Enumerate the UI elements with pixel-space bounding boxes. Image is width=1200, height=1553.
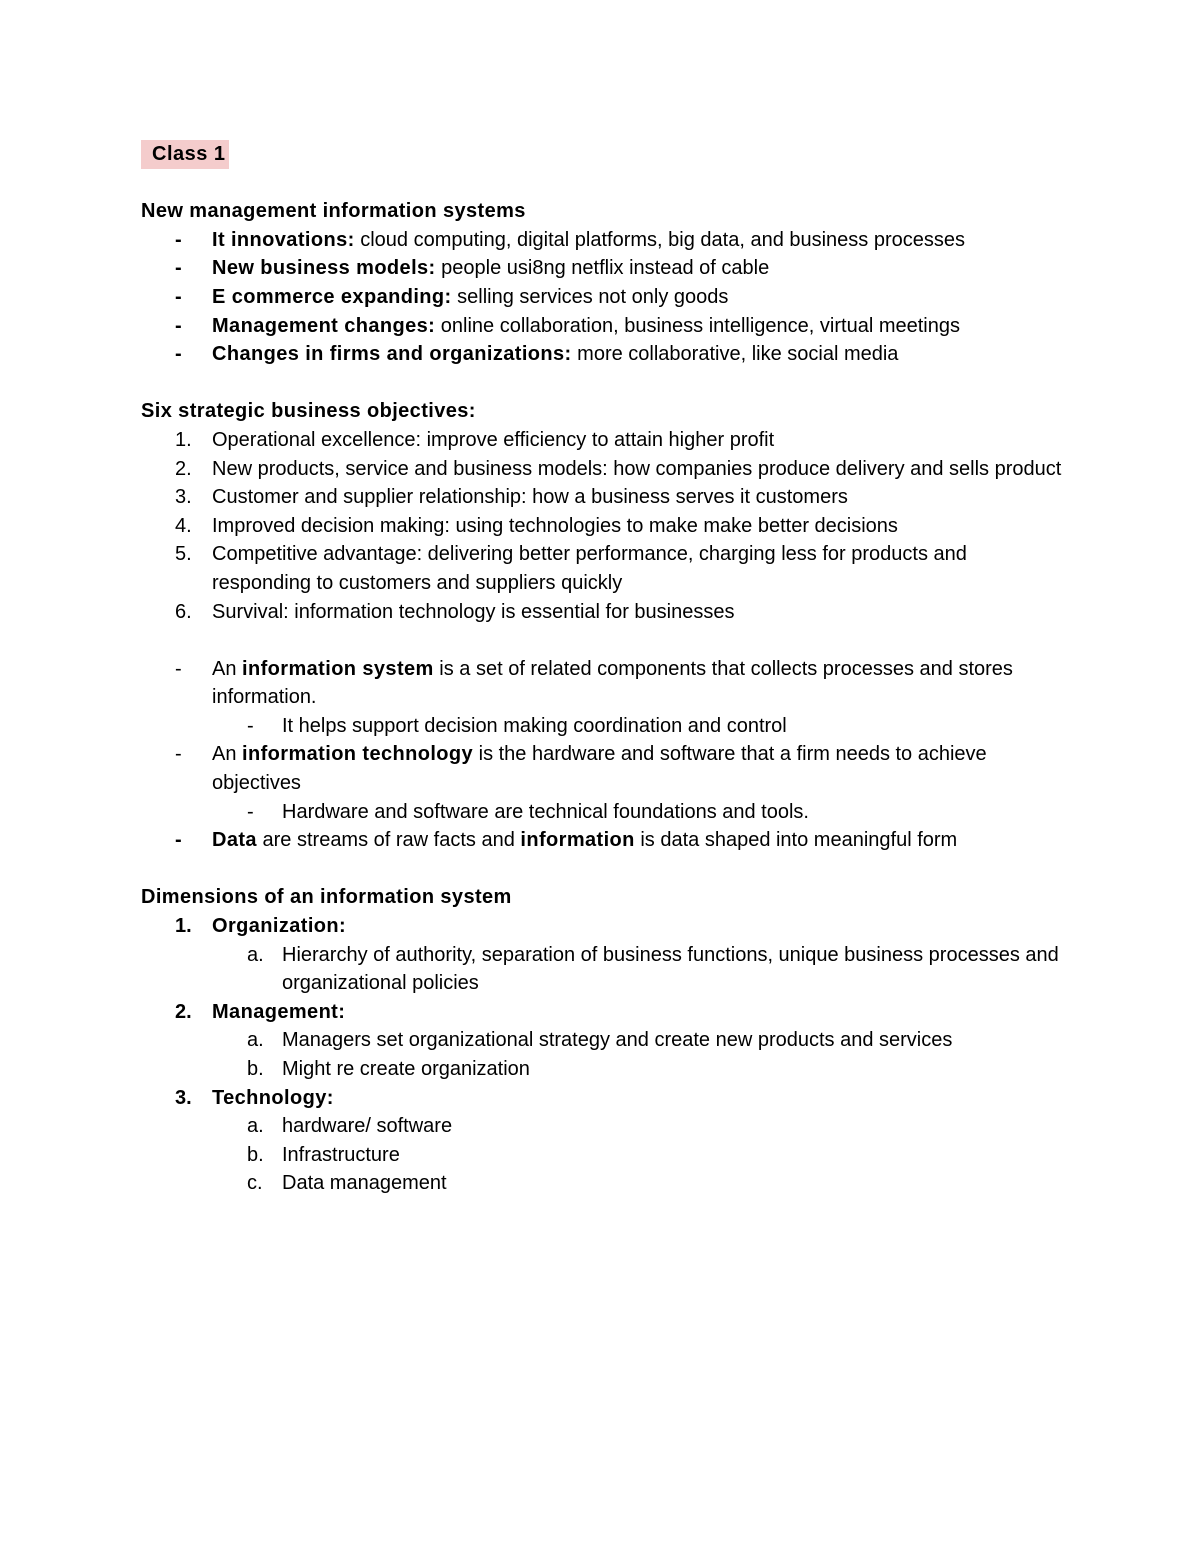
item-text: Operational excellence: improve efficiency to attain higher profit (212, 428, 775, 451)
list-item (141, 540, 1071, 597)
sub-item (141, 1112, 1071, 1141)
list-letter: a. (247, 943, 264, 966)
list-number: 1. (175, 428, 192, 451)
list-item (141, 598, 1071, 627)
item-text: Improved decision making: using technologies to make make better decisions (212, 514, 898, 537)
list-number: 2. (175, 457, 192, 480)
list-item (141, 226, 1071, 255)
list-letter: b. (247, 1058, 264, 1080)
bullet-marker: - (175, 743, 182, 766)
bullet-marker: - (175, 657, 182, 680)
item-text: Hierarchy of authority, separation of business functions, unique business processes and organizational policies (282, 943, 1059, 995)
spacer (141, 169, 1071, 198)
sub-item (141, 712, 1071, 741)
list-number: 3. (175, 486, 192, 509)
item-term: information (520, 829, 635, 852)
list-item (141, 1084, 1071, 1113)
bullet-marker: - (175, 257, 182, 280)
item-term: E commerce expanding: (212, 285, 452, 308)
section-heading-objectives: Six strategic business objectives: (141, 400, 476, 423)
list-letter: a. (247, 1029, 264, 1052)
bullet-marker: - (175, 285, 182, 308)
item-text: Survival: information technology is essential for businesses (212, 600, 735, 623)
bullet-marker: - (175, 829, 182, 852)
sub-item (141, 1055, 1071, 1084)
item-text: is a set of related components that collects processes and stores information. (212, 657, 1013, 709)
item-label: Technology: (212, 1086, 334, 1109)
item-text: more collaborative, like social media (571, 343, 899, 366)
item-term: Management changes: (212, 314, 436, 337)
item-term: information system (242, 657, 434, 680)
definition-item (141, 740, 1071, 797)
list-number: 1. (175, 915, 192, 938)
sub-item (141, 1026, 1071, 1055)
item-text: Competitive advantage: delivering better performance, charging less for products and responding to customers and suppliers quickly (212, 543, 967, 594)
item-label: Management: (212, 1000, 346, 1023)
section-heading-new-mis: New management information systems (141, 200, 526, 223)
item-text: selling services not only goods (451, 285, 729, 308)
item-text: people usi8ng netflix instead of cable (435, 257, 770, 280)
item-text: Might re create organization (282, 1058, 530, 1080)
item-term: Changes in firms and organizations: (212, 343, 572, 366)
item-term: Data (212, 829, 257, 852)
spacer (141, 626, 1071, 655)
item-term: It innovations: (212, 228, 355, 251)
list-item (141, 512, 1071, 541)
list-item (141, 312, 1071, 341)
item-label: Organization: (212, 915, 347, 938)
text-fragment: An (212, 657, 243, 680)
spacer (141, 855, 1071, 884)
list-number: 5. (175, 543, 192, 566)
sub-item (141, 1141, 1071, 1170)
section-heading-dimensions: Dimensions of an information system (141, 886, 512, 909)
bullet-marker: - (247, 714, 254, 737)
bullet-marker: - (175, 228, 182, 251)
item-term: information technology (242, 743, 474, 766)
list-letter: c. (247, 1172, 263, 1195)
spacer (141, 369, 1071, 398)
list-item (141, 426, 1071, 455)
item-text: Data management (282, 1172, 447, 1195)
item-text: is the hardware and software that a firm needs to achieve objectives (212, 743, 987, 795)
sub-item (141, 941, 1071, 998)
list-item (141, 912, 1071, 941)
document-body (141, 140, 1071, 1198)
item-text: Infrastructure (282, 1143, 400, 1166)
definition-item (141, 655, 1071, 712)
sub-item (141, 798, 1071, 827)
list-number: 3. (175, 1086, 192, 1109)
item-text: It helps support decision making coordination and control (282, 714, 787, 737)
text-fragment: are streams of raw facts and (256, 829, 521, 852)
item-text: New products, service and business models: how companies produce delivery and sells product (212, 457, 1062, 480)
page-title: Class 1 (141, 140, 229, 169)
bullet-marker: - (247, 800, 254, 823)
list-item (141, 283, 1071, 312)
item-text: Customer and supplier relationship: how a business serves it customers (212, 486, 848, 509)
list-number: 2. (175, 1000, 192, 1023)
item-text: Managers set organizational strategy and create new products and services (282, 1029, 953, 1052)
list-item (141, 483, 1071, 512)
item-text: online collaboration, business intelligence, virtual meetings (435, 314, 960, 337)
list-letter: a. (247, 1115, 264, 1138)
sub-item (141, 1169, 1071, 1198)
list-letter: b. (247, 1143, 264, 1166)
list-item (141, 254, 1071, 283)
title-line (141, 140, 1071, 169)
item-text: is data shaped into meaningful form (634, 829, 958, 852)
item-text: cloud computing, digital platforms, big data, and business processes (354, 228, 966, 251)
bullet-marker: - (175, 314, 182, 337)
list-item (141, 340, 1071, 369)
definition-item (141, 826, 1071, 855)
item-text: hardware/ software (282, 1115, 453, 1138)
item-term: New business models: (212, 257, 436, 280)
list-item (141, 998, 1071, 1027)
list-number: 6. (175, 600, 192, 623)
text-fragment: An (212, 743, 243, 766)
list-number: 4. (175, 514, 192, 537)
bullet-marker: - (175, 343, 182, 366)
list-item (141, 455, 1071, 484)
item-text: Hardware and software are technical foundations and tools. (282, 800, 809, 823)
